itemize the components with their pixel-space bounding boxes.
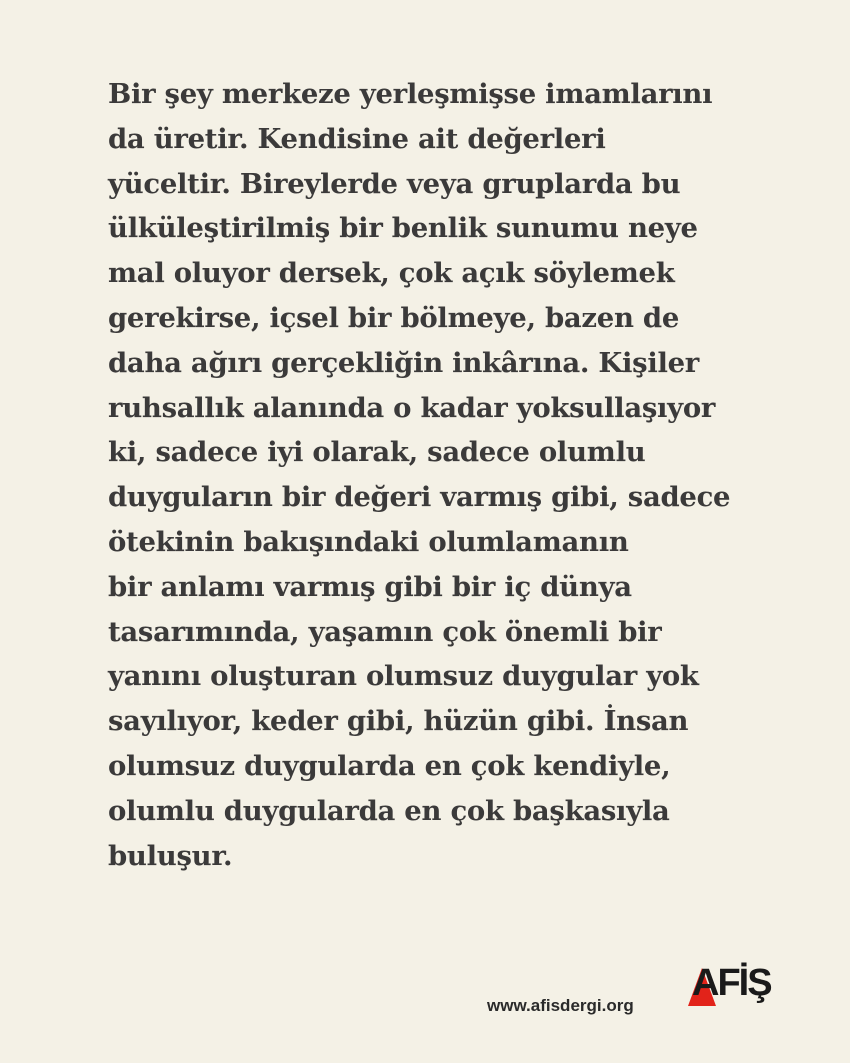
quote-line: buluşur. — [108, 839, 233, 872]
quote-line: tasarımında, yaşamın çok önemli bir — [108, 615, 662, 648]
quote-line: yüceltir. Bireylerde veya gruplarda bu — [108, 167, 681, 200]
quote-text — [108, 72, 828, 878]
quote-line: bir anlamı varmış gibi bir iç dünya — [108, 570, 632, 603]
quote-line: ruhsallık alanında o kadar yoksullaşıyor — [108, 391, 716, 424]
quote-line: ötekinin bakışındaki olumlamanın — [108, 525, 629, 558]
quote-line: duyguların bir değeri varmış gibi, sadece — [108, 481, 731, 514]
quote-line: ki, sadece iyi olarak, sadece olumlu — [108, 436, 646, 469]
quote-line: daha ağırı gerçekliğin inkârına. Kişiler — [108, 346, 699, 379]
quote-line: mal oluyor dersek, çok açık söylemek — [108, 257, 675, 290]
logo-text: AFİŞ — [692, 962, 771, 1004]
quote-line: olumlu duygularda en çok başkasıyla — [108, 794, 670, 827]
afis-logo — [688, 964, 770, 1022]
quote-line: yanını oluşturan olumsuz duygular yok — [108, 660, 699, 693]
quote-line: da üretir. Kendisine ait değerleri — [108, 122, 606, 155]
footer — [480, 962, 770, 1022]
quote-line: gerekirse, içsel bir bölmeye, bazen de — [108, 301, 680, 334]
quote-line: sayılıyor, keder gibi, hüzün gibi. İnsan — [108, 705, 689, 738]
website-url[interactable]: www.afisdergi.org — [487, 996, 634, 1015]
quote-line: Bir şey merkeze yerleşmişse imamlarını — [108, 78, 713, 110]
quote-line: olumsuz duygularda en çok kendiyle, — [108, 749, 671, 782]
quote-line: ülküleştirilmiş bir benlik sunumu neye — [108, 212, 698, 245]
